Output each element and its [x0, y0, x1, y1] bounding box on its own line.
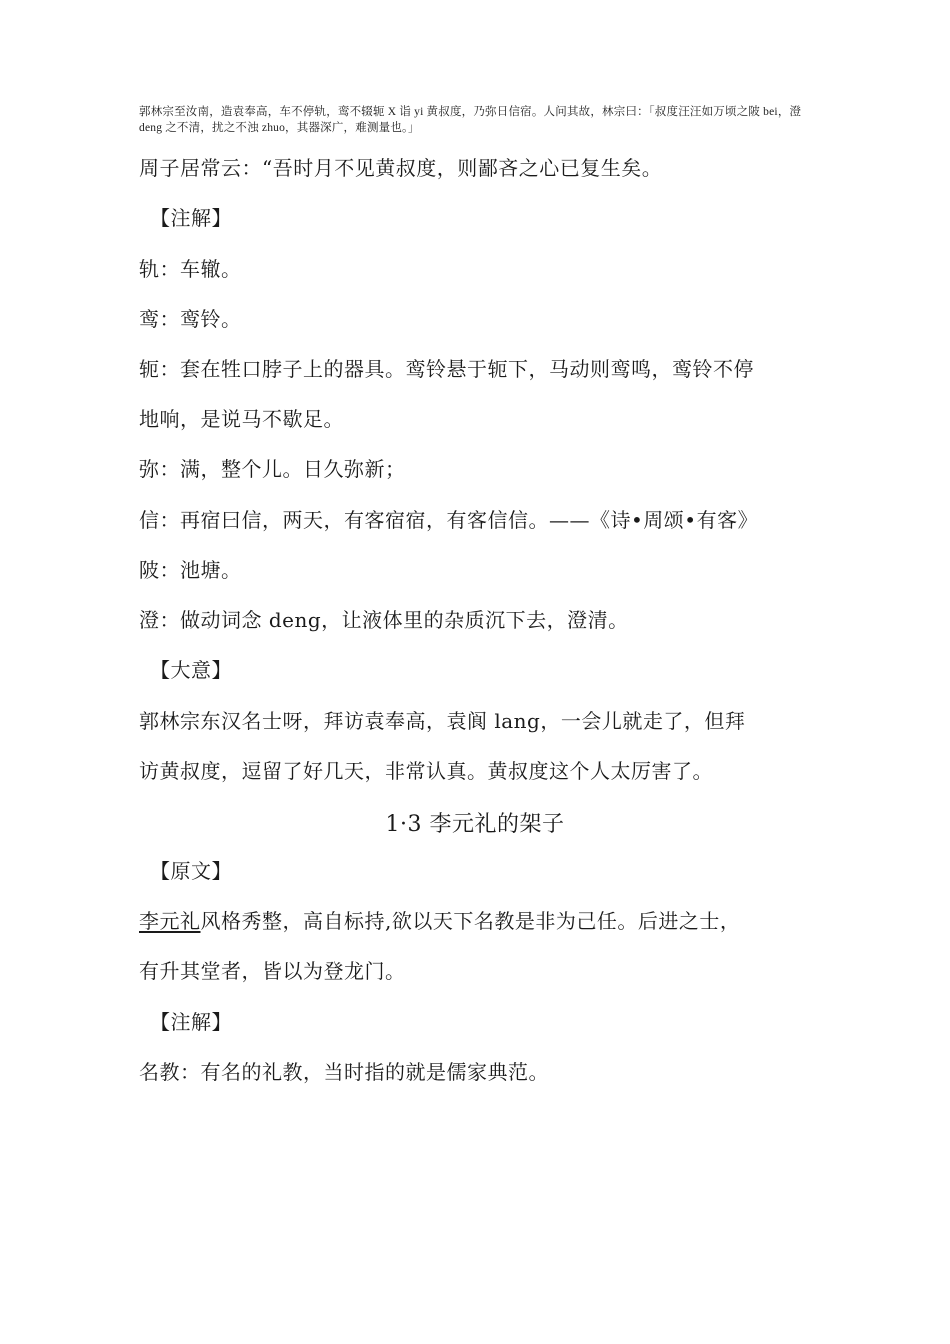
quote-line: 周子居常云：“吾时月不见黄叔度，则鄙吝之心已复生矣。 [139, 156, 663, 180]
note-line: 陂：池塘。 [139, 558, 242, 582]
note-line: 名教：有名的礼教，当时指的就是儒家典范。 [139, 1060, 549, 1084]
section-title: 1·3 李元礼的架子 [385, 812, 565, 837]
notes-heading: 【注解】 [150, 1010, 232, 1034]
person-name-link: 李元礼 [139, 909, 201, 933]
note-line: 信：再宿曰信，两天，有客宿宿，有客信信。——《诗•周颂•有客》 [139, 508, 759, 532]
note-line: 鸾：鸾铃。 [139, 307, 242, 331]
intro-paragraph: 郭林宗至汝南，造袁奉高，车不停轨，鸾不辍轭 X 诣 yi 黄叔度，乃弥日信宿。人问其故，林宗曰：「叔度汪汪如万顷之陂 bei，澄 deng 之不清，扰之不浊 zhuo，其器深广，难测量也。」 [139, 106, 802, 134]
note-line: 轨：车辙。 [139, 257, 242, 281]
original-line: 有升其堂者，皆以为登龙门。 [139, 959, 406, 983]
summary-line: 访黄叔度，逗留了好几天，非常认真。黄叔度这个人太厉害了。 [139, 759, 713, 783]
note-line: 轭：套在牲口脖子上的器具。鸾铃悬于轭下，马动则鸾鸣，鸾铃不停 [139, 357, 754, 381]
note-line: 地响，是说马不歇足。 [139, 407, 344, 431]
note-line: 弥：满，整个儿。日久弥新； [139, 457, 406, 481]
original-heading: 【原文】 [150, 859, 232, 883]
original-line-text: 风格秀整，高自标持,欲以天下名教是非为己任。后进之士， [200, 909, 741, 933]
notes-heading: 【注解】 [150, 206, 232, 230]
original-line [139, 907, 740, 935]
summary-line: 郭林宗东汉名士呀，拜访袁奉高，袁阆 lang，一会儿就走了，但拜 [139, 709, 746, 733]
summary-heading: 【大意】 [150, 658, 232, 682]
note-line: 澄：做动词念 deng，让液体里的杂质沉下去，澄清。 [139, 608, 629, 632]
